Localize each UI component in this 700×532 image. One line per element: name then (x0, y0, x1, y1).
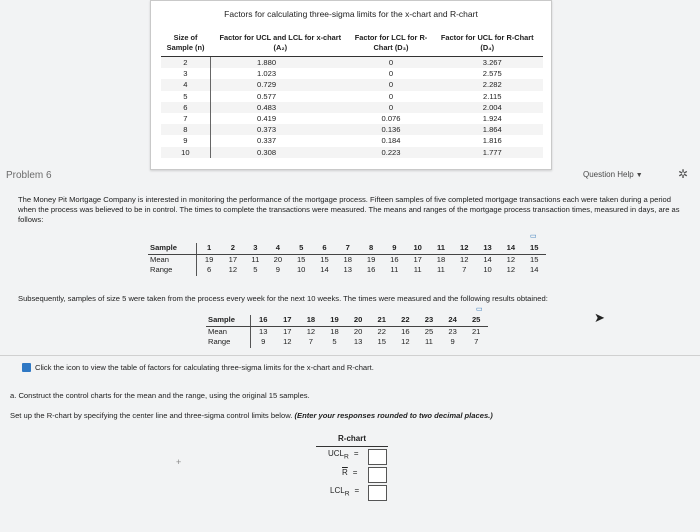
table1-mean-cell: 19 (366, 254, 376, 264)
table1-sample-cell: 11 (429, 243, 452, 254)
table2-range-cell: 13 (353, 337, 363, 346)
factor-cell: 0.337 (257, 136, 277, 146)
factor-cell: 0.483 (210, 102, 350, 113)
lcl-row: $LCL_R$ = (330, 486, 360, 498)
center-r-input[interactable] (368, 467, 387, 483)
table1-range-cell: 9 (275, 265, 280, 274)
table2-sample-cell: 16 (251, 315, 276, 326)
table1-sample-cell: 9 (383, 243, 406, 254)
table2-range-cell: 15 (377, 337, 386, 346)
click-icon-text: Click the icon to view the table of factors for calculating three-sigma limits for the x-chart and R-chart. (35, 363, 374, 372)
factor-cell: 9 (161, 135, 210, 146)
factor-cell: 0 (350, 79, 431, 90)
factor-row (161, 135, 543, 146)
table2-sample-label: Sample (206, 315, 251, 326)
factor-cell: 1.924 (482, 114, 502, 124)
factor-cell: 0 (350, 57, 431, 69)
table1-range-cell: 10 (483, 265, 492, 274)
gear-icon[interactable]: ✲ (678, 167, 689, 181)
factor-cell: 6 (161, 102, 210, 113)
factor-cell: 3 (161, 68, 210, 79)
question-a: a. Construct the control charts for the mean and the range, using the original 15 samples. (10, 391, 310, 400)
table2-range-cell: 9 (450, 337, 455, 346)
factor-row (161, 124, 543, 135)
factor-cell: 0 (388, 69, 394, 79)
table1-mean-cell: 15 (530, 254, 539, 264)
table1-range-cell: 7 (462, 265, 467, 274)
factor-row (161, 68, 543, 79)
table1-sample-cell: 15 (523, 243, 547, 254)
table1-mean-cell: 15 (296, 254, 306, 264)
table1-sample-cell: 7 (336, 243, 359, 254)
table1-range-cell: 16 (366, 265, 376, 274)
copy-data-icon[interactable]: ▭ (530, 233, 537, 240)
question-help-button[interactable] (583, 170, 643, 179)
table1-mean-cell: 16 (390, 254, 399, 264)
factor-cell: 0.184 (381, 136, 401, 146)
ucl-subscript: R (344, 453, 349, 461)
factor-cell: 2 (161, 57, 210, 69)
factor-cell: 2.115 (483, 91, 502, 101)
factor-cell: 10 (161, 147, 210, 158)
table2-range-cell: 12 (401, 337, 410, 346)
table1-mean-cell: 20 (273, 254, 283, 264)
ucl-label: UCL (328, 449, 345, 458)
factor-row (161, 113, 543, 124)
table2-range-cell: 9 (261, 337, 266, 346)
lcl-r-input[interactable] (368, 485, 387, 501)
factor-cell: 2.004 (432, 102, 543, 113)
factor-cell: 0.308 (210, 147, 350, 158)
table2-mean-row (206, 326, 488, 337)
table1-mean-cell: 19 (204, 254, 214, 264)
table1-range-row (148, 265, 546, 276)
table1-mean-cell: 18 (343, 254, 352, 264)
factor-row (161, 91, 543, 102)
original-samples-table (148, 243, 546, 276)
table2-mean-cell: 18 (330, 326, 339, 336)
factor-row (161, 57, 543, 69)
lcl-subscript: R (344, 490, 350, 498)
table2-sample-cell: 19 (323, 315, 347, 326)
table1-sample-cell: 10 (406, 243, 429, 254)
table2-sample-row (206, 315, 488, 326)
table2-sample-cell: 20 (346, 315, 370, 326)
table2-sample-cell: 24 (441, 315, 465, 326)
factor-cell: 0 (388, 91, 394, 101)
table2-mean-label: Mean (206, 326, 251, 337)
factor-header-a2: Factor for UCL and LCL for x-chart (A₂) (210, 31, 350, 57)
copy-data-icon[interactable]: ▭ (476, 306, 483, 313)
factor-cell: 1.864 (432, 124, 543, 135)
ucl-r-input[interactable] (368, 449, 387, 465)
table2-range-cell: 5 (332, 337, 337, 346)
divider (0, 355, 700, 356)
table1-range-cell: 11 (390, 265, 399, 274)
table2-mean-cell: 23 (448, 326, 457, 336)
factor-table (161, 31, 543, 158)
table2-sample-cell: 17 (276, 315, 300, 326)
table2-range-cell: 7 (308, 337, 314, 346)
setup-instructions (10, 411, 493, 420)
factor-cell: 8 (161, 124, 210, 135)
table1-sample-cell: 13 (476, 243, 499, 254)
factor-cell: 1.880 (210, 57, 350, 69)
factor-cell: 0.373 (210, 124, 350, 135)
setup-text: Set up the R-chart by specifying the center line and three-sigma control limits below. (10, 411, 293, 420)
table1-mean-label: Mean (148, 254, 197, 265)
table1-mean-cell: 15 (320, 254, 329, 264)
question-help-label: Question Help (583, 170, 634, 179)
subsequent-samples-table (206, 315, 488, 348)
table2-mean-cell: 17 (283, 326, 292, 336)
table1-mean-cell: 11 (251, 254, 260, 264)
factor-row (161, 102, 543, 113)
table2-sample-cell: 23 (417, 315, 441, 326)
problem-label: Problem 6 (6, 170, 52, 181)
factor-row (161, 79, 543, 90)
subsequent-text: Subsequently, samples of size 5 were taken from the process every week for the next 10 weeks. The times were measured and the following results obtained: (18, 294, 548, 303)
table1-mean-cell: 14 (483, 254, 492, 264)
factor-cell: 2.282 (432, 79, 543, 90)
factor-cell: 0.577 (257, 91, 277, 101)
factor-cell: 0.136 (350, 124, 431, 135)
caret-down-icon: ▼ (635, 172, 643, 179)
table-icon[interactable] (22, 363, 31, 372)
table1-range-cell: 13 (343, 265, 352, 274)
table2-range-cell: 7 (474, 337, 479, 346)
table1-range-cell: 11 (413, 265, 422, 274)
factor-cell: 0.076 (381, 114, 401, 124)
factor-cell: 0.223 (350, 147, 431, 158)
table1-sample-row (148, 243, 546, 254)
intro-text: The Money Pit Mortgage Company is interested in monitoring the performance of the mortgage process. Fifteen samples of five completed mortgage transactions each were taken during a period when the process was believed to be in control. The times to complete the transactions were measured. The means and ranges of the mortgage process transaction times, measured in days, are as follows: (18, 195, 680, 224)
table1-mean-cell: 18 (436, 254, 446, 264)
factor-table-title: Factors for calculating three-sigma limits for the x-chart and R-chart (224, 9, 478, 19)
table1-sample-cell: 2 (221, 243, 244, 254)
table1-sample-cell: 1 (197, 243, 222, 254)
table2-range-cell: 11 (425, 337, 433, 346)
factor-cell: 0.729 (210, 79, 350, 90)
table1-mean-cell: 12 (460, 254, 469, 264)
table1-range-cell: 11 (437, 265, 445, 274)
setup-emphasis: (Enter your responses rounded to two decimal places.) (294, 411, 493, 420)
table2-range-cell: 12 (283, 337, 292, 346)
factor-cell: 1.816 (482, 136, 502, 146)
table1-range-cell: 14 (320, 265, 329, 274)
factor-row (161, 147, 543, 158)
table1-range-label: Range (148, 265, 197, 276)
table1-sample-cell: 6 (313, 243, 336, 254)
table2-sample-cell: 21 (370, 315, 394, 326)
factor-header-d3: Factor for LCL for R-Chart (D₃) (350, 31, 431, 57)
lcl-label: LCL (330, 486, 345, 495)
table2-range-label: Range (206, 337, 251, 348)
table2-mean-cell: 25 (424, 326, 434, 336)
table2-range-row (206, 337, 488, 348)
table1-sample-cell: 3 (244, 243, 266, 254)
table1-mean-cell: 17 (413, 254, 422, 264)
factor-cell: 2.575 (482, 69, 502, 79)
center-row: $\overline{R}$ = (342, 468, 358, 477)
factor-header-d4: Factor for UCL for R-Chart (D₄) (432, 31, 543, 57)
plus-cursor-icon: + (176, 457, 182, 467)
factor-cell: 3.267 (432, 57, 543, 69)
factor-table-panel (150, 0, 552, 170)
table2-mean-cell: 16 (401, 326, 410, 336)
table1-mean-row (148, 254, 546, 265)
table1-sample-cell: 8 (359, 243, 382, 254)
factor-cell: 5 (161, 91, 210, 102)
table2-mean-cell: 20 (353, 326, 363, 336)
table2-mean-cell: 12 (306, 326, 316, 336)
table1-mean-cell: 12 (506, 254, 516, 264)
factor-cell: 1.777 (432, 147, 543, 158)
rchart-title: R-chart (338, 434, 367, 443)
table1-sample-label: Sample (148, 243, 197, 254)
table2-sample-cell: 22 (394, 315, 418, 326)
factor-table-link[interactable] (22, 363, 374, 372)
table1-mean-cell: 17 (228, 254, 238, 264)
table1-range-cell: 10 (296, 265, 306, 274)
table2-mean-cell: 21 (471, 326, 481, 336)
table2-mean-cell: 13 (259, 326, 268, 336)
table1-sample-cell: 5 (290, 243, 313, 254)
table1-range-cell: 14 (530, 265, 539, 274)
center-label: $\overline{R}$ (342, 468, 348, 477)
table1-sample-cell: 14 (499, 243, 522, 254)
factor-cell: 0 (350, 102, 431, 113)
factor-header-n: Size of Sample (n) (161, 31, 210, 57)
factor-cell: 1.023 (257, 69, 277, 79)
table1-sample-cell: 4 (266, 243, 289, 254)
mouse-pointer-icon: ➤ (594, 310, 605, 325)
ucl-row: $UCL_R$ = (328, 449, 359, 461)
table1-range-cell: 6 (206, 265, 212, 274)
table2-sample-cell: 18 (299, 315, 323, 326)
rchart-underline (316, 446, 388, 447)
factor-cell: 7 (161, 113, 210, 124)
factor-cell: 4 (161, 79, 210, 90)
table1-range-cell: 12 (228, 265, 238, 274)
table2-sample-cell: 25 (464, 315, 488, 326)
table1-sample-cell: 12 (453, 243, 476, 254)
table2-mean-cell: 22 (377, 326, 386, 336)
table1-range-cell: 12 (506, 265, 516, 274)
table1-range-cell: 5 (253, 265, 258, 274)
factor-cell: 0.419 (257, 114, 277, 124)
